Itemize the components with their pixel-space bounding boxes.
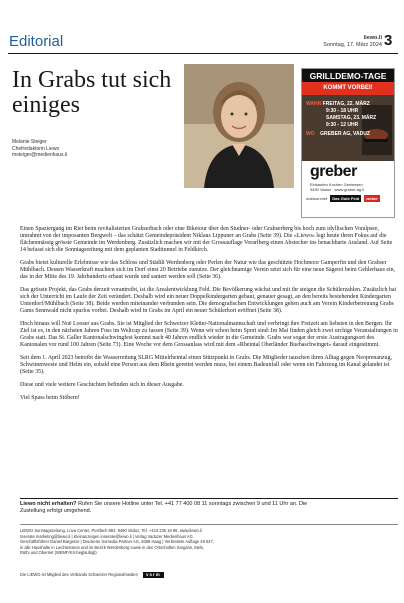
ad-location: GREBER AG, VADUZ xyxy=(320,131,370,137)
article-paragraph: Das grösste Projekt, das Grabs derzeit vorantreibt, ist die Arealentwicklung Feld. Die Bevölkerung wächst und mit ihr steigen die Schülerzahlen. Zusätzlich hat sich der Unterricht im Laufe der Zeit verändert. Deshalb wird ein neuer Doppelkindergarten gebaut, genauer gesagt, an den bereits bestehenden Kindergarten Unterdorf/Mühlbach (Seite 38). Beide werden miteinander verbunden sein. Die demografischen Entwicklungen gehen auch am Verein Kinderbetreuung Grabs Gams Sennwald nicht spurlos vorbei. Deshalb wird in Grabs im April ein neuer Schülerhort eröffnet (Seite 38). xyxy=(20,286,397,315)
ad-partner-logos xyxy=(306,195,390,202)
article-paragraph: Viel Spass beim Stöbern! xyxy=(20,394,80,401)
footer-rule xyxy=(20,498,398,499)
ad-title: GRILLDEMO-TAGE xyxy=(302,69,394,82)
vsrm-logo: vsrm xyxy=(143,572,164,578)
header-rule xyxy=(8,53,398,54)
partner-weber: weber xyxy=(366,196,378,201)
notice-heading: Liewo nicht erhalten? xyxy=(20,501,77,507)
publication-info xyxy=(322,35,382,49)
ad-date-2: SAMSTAG, 23. MÄRZ xyxy=(326,115,377,121)
page-number: 3 xyxy=(384,32,393,49)
author-role: Chefredaktorin Liewo xyxy=(12,145,60,152)
byline xyxy=(12,139,172,159)
ad-banner xyxy=(302,69,394,95)
portrait-illustration xyxy=(184,64,294,188)
imprint-line: Inserate marketing@liewo.li | Kleinanzeigen inserate@liewo.li | Verlag Vaduzer Medienhaus AG xyxy=(20,533,193,539)
publication-name: liewo.li xyxy=(363,35,382,41)
ad-where-label: WO xyxy=(306,131,315,137)
ad-subtitle: KOMMT VORBEI! xyxy=(323,85,373,91)
partner-feld: Das Gute Feld xyxy=(332,196,360,201)
article-paragraph: Seit dem 1. April 2023 betreibt die Wasserrettung SLRG Mittelrheintal einen Stützpunkt in Grabs. Die Mitglieder tauschen ihren Alltag gegen Neoprenanzug, Schwimmweste und Helm ein, sobald eine Person aus dem Rhein gerettet werden muss, bei einem Badeunfall oder wenn ein Fahrzeug im Kanal gelandet ist (Seite 35). xyxy=(20,354,392,375)
delivery-notice xyxy=(20,501,320,515)
page-title: In Grabs tut sich einiges xyxy=(12,67,172,118)
ad-time-1: 9:30 - 18 UHR xyxy=(326,108,359,114)
ad-footer xyxy=(302,161,394,217)
vsm-text: Die LIEWO ist Mitglied des Verbands Schweizer Regionalmedien xyxy=(20,572,138,577)
imprint xyxy=(20,528,398,556)
ad-contact: 9490 Vaduz · www.greber.ag.li xyxy=(310,187,364,192)
article-paragraph: Hoch hinaus will Noë Looser aus Grabs. Sie ist Mitglied der Schweizer Kletter-Nationalmannschaft und verbringt ihre Freizeit am liebsten in den Bergen. Ihr Ziel ist es, in den nächsten Jahren Fuss im Weltcup zu fassen (Seite 39). Wenn wir schon beim Sport sind: Im Mai finden gleich zwei urchige Veranstaltungen in Grabs statt. Das St. Galler Kantonalschwingfest kommt nach 40 Jahren endlich wieder in die Gemeinde. Grabs war sogar der erste Austragungsort des Kantonalen vor rund 100 Jahren (Seite 73). Eine Woche vor dem Grossanlass wird mit dem «Rheintal Oberländer Buebaschwinget» darauf eingestimmt. xyxy=(20,320,398,349)
author-name: Melanie Steiger xyxy=(12,139,47,145)
article-paragraph: Einen Spaziergang im Riet beim revitalisierten Grabserbach oder eine Biketour über den Studner- oder Grabserberg bis hoch zum idyllischen Voralpsee, umrahmt von der imposanten Bergwelt – das schätzt Gemeindepräsident Niklaus Lippuner an Grabs (Seite 39). Die «Liewo» legt heute ihren Fokus auf die flächenmässig grösste Gemeinde im Werdenberg. Zusätzlich machen wir mit der Grossauflage Vorarlberg einen Abstecher ins benachbarte Ausland. Auf Seite 14 befasst sich die Sonntagsreitung mit dem geplanten Stadttunnel in Feldkirch. xyxy=(20,226,393,254)
partner-outdoorchef: outdoorchef xyxy=(306,196,328,201)
publication-date: Sonntag, 17. März 2024 xyxy=(323,42,382,48)
author-email[interactable]: msteiger@medienhaus.li xyxy=(12,152,68,158)
article-paragraph: Grabs bietet kulturelle Erlebnisse wie das Schloss und Städtli Werdenberg oder Perlen der Natur wie das geschützte Hochmoor Gamperfin und den Grabser Mühlbach. Dessen Wasserkraft machten sich im Dorf einst 20 Betriebe zunutze. Der gleichnamige Verein setzt sich für eine neue Sägerei beim Gehlerhaus ein, das in der Mitte des 19. Jahrhunderts erbaut wurde und saniert werden soll (Seite 36). xyxy=(20,259,396,281)
ad-time-2: 9:30 - 12 UHR xyxy=(326,122,359,128)
greber-logo: greber xyxy=(310,163,357,180)
imprint-line: Rüthi und Oberriet (WEMF/KS-beglaubigt) xyxy=(20,550,97,556)
imprint-line: LIEWO Sonntagszeitung, Lova Center, Postfach 884, 9490 Vaduz, Tel. +423 236 16 96, www.liewo.li xyxy=(20,528,202,533)
section-label: Editorial xyxy=(9,33,64,50)
notice-text: Rufen Sie unsere Hotline unter Tel. +41 77 400 08 11 sonntags zwischen 9 und 11 Uhr an. Die Zustellung erfolgt umgehend. xyxy=(20,501,308,514)
ad-date-1: FREITAG, 22. MÄRZ xyxy=(322,101,370,107)
imprint-rule xyxy=(20,524,398,525)
advertisement[interactable] xyxy=(301,68,395,218)
article-body xyxy=(20,226,398,408)
imprint-line: Geschäftsführer Daniel Bargetze | Druckerei Somedia Partner AG, 9469 Haag | Verbreitete Auflage 49 647, xyxy=(20,539,214,545)
article-paragraph: Diese und viele weitere Geschichten befinden sich in dieser Ausgabe. xyxy=(20,381,184,388)
ad-when-label: WANN xyxy=(306,101,322,107)
ad-schedule xyxy=(306,101,392,138)
ad-tagline: Einkaufen Kochen Geniessen xyxy=(310,182,363,187)
author-portrait xyxy=(184,64,294,188)
vsm-membership xyxy=(20,572,320,578)
ad-tagline-block xyxy=(310,182,390,192)
imprint-line: in alle Haushalte in Liechtenstein und im Bezirk Werdenberg sowie in den Ortschaften Sargans, Mels, xyxy=(20,544,205,550)
